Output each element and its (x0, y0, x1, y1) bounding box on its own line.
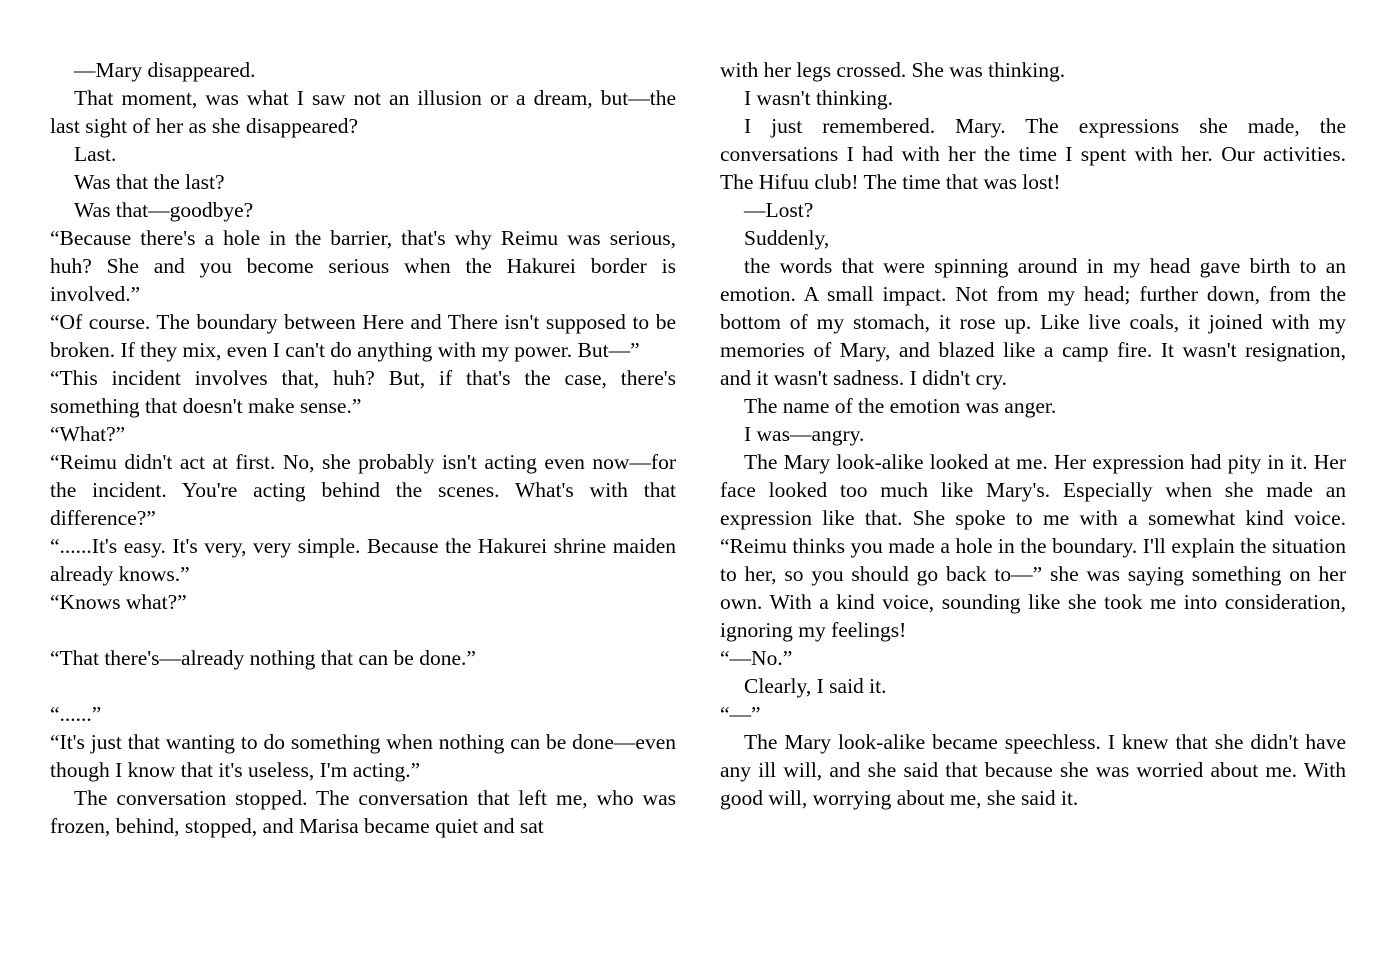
left-page-paragraph: That moment, was what I saw not an illusion or a dream, but—the last sight of her as she disappeared? (50, 86, 676, 138)
right-page-paragraph: The name of the emotion was anger. (744, 394, 1057, 418)
left-page-paragraph: —Mary disappeared. (74, 58, 256, 82)
left-page-paragraph: “Of course. The boundary between Here and There isn't supposed to be broken. If they mix, even I can't do anything with my power. But—” (50, 310, 676, 362)
left-page-paragraph: “Because there's a hole in the barrier, that's why Reimu was serious, huh? She and you become serious when the Hakurei border is involved.” (50, 226, 676, 306)
left-page-paragraph: “......” (50, 702, 102, 726)
left-page-paragraph: “What?” (50, 422, 126, 446)
right-page-paragraph: the words that were spinning around in my head gave birth to an emotion. A small impact. Not from my head; further down, from the bottom of my stomach, it rose up. Like live coals, it joined with my memories of Mary, and blazed like a camp fire. It wasn't resignation, and it wasn't sadness. I didn't cry. (720, 254, 1346, 390)
right-page-paragraph: The Mary look-alike became speechless. I knew that she didn't have any ill will, and she said that because she was worried about me. With good will, worrying about me, she said it. (720, 730, 1346, 810)
left-page-paragraph: “Knows what?” (50, 590, 187, 614)
left-page (50, 56, 676, 840)
right-page-paragraph: with her legs crossed. She was thinking. (720, 58, 1066, 82)
right-page-paragraph: I wasn't thinking. (744, 86, 893, 110)
right-page (720, 56, 1346, 874)
left-page-paragraph: “That there's—already nothing that can be done.” (50, 646, 476, 670)
left-page-paragraph: Last. (74, 142, 117, 166)
left-page-paragraph (50, 672, 676, 700)
left-page-paragraph: Was that—goodbye? (74, 198, 254, 222)
right-page-paragraph: I just remembered. Mary. The expressions she made, the conversations I had with her the time I spent with her. Our activities. The Hifuu club! The time that was lost! (720, 114, 1346, 194)
right-page-paragraph: —Lost? (744, 198, 814, 222)
right-page-paragraph: Clearly, I said it. (744, 674, 887, 698)
right-page-paragraph: “—No.” (720, 646, 793, 670)
right-page-paragraph: I was—angry. (744, 422, 865, 446)
left-page-paragraph: “Reimu didn't act at first. No, she probably isn't acting even now—for the incident. You're acting behind the scenes. What's with that difference?” (50, 450, 676, 530)
left-page-paragraph (50, 616, 676, 644)
left-page-paragraph: “......It's easy. It's very, very simple. Because the Hakurei shrine maiden already knows.” (50, 534, 676, 586)
left-page-paragraph: “This incident involves that, huh? But, if that's the case, there's something that doesn't make sense.” (50, 366, 676, 418)
right-page-paragraph: The Mary look-alike looked at me. Her expression had pity in it. Her face looked too much like Mary's. Especially when she made an expression like that. She spoke to me with a somewhat kind voice. “Reimu thinks you made a hole in the boundary. I'll explain the situation to her, so you should go back to—” she was saying something on her own. With a kind voice, sounding like she took me into consideration, ignoring my feelings! (720, 450, 1346, 642)
right-page-paragraph: “—” (720, 702, 761, 726)
left-page-paragraph: The conversation stopped. The conversation that left me, who was frozen, behind, stopped, and Marisa became quiet and sat (50, 786, 676, 838)
left-page-paragraph: “It's just that wanting to do something when nothing can be done—even though I know that it's useless, I'm acting.” (50, 730, 676, 782)
right-page-paragraph: Suddenly, (744, 226, 830, 250)
left-page-paragraph: Was that the last? (74, 170, 225, 194)
